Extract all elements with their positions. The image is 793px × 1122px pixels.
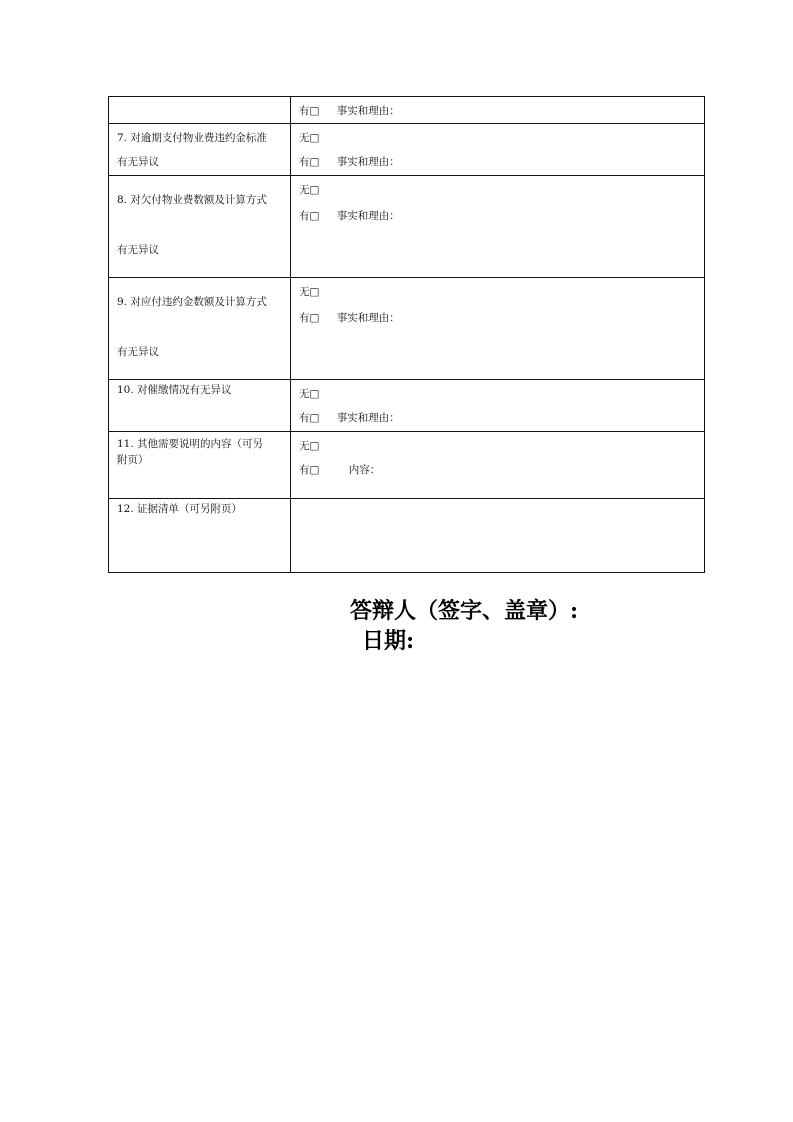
row-label-cell (109, 176, 291, 278)
row-label: 7. 对逾期支付物业费违约金标准 (117, 132, 267, 144)
option-no-line (299, 437, 698, 455)
reason-label: 事实和理由： (336, 412, 400, 424)
reason-label: 事实和理由： (336, 210, 400, 222)
signature-block (350, 596, 578, 656)
form-row-7 (109, 124, 705, 176)
checkbox-yes[interactable]: 有□ (299, 156, 320, 168)
option-yes-line (299, 153, 698, 171)
form-row-11 (109, 432, 705, 499)
row-label-cell (109, 124, 291, 176)
row-answer-cell (291, 124, 705, 176)
checkbox-no[interactable]: 无□ (299, 132, 320, 144)
row-label: 9. 对应付违约金数额及计算方式 (117, 296, 267, 308)
row-answer-cell (291, 176, 705, 278)
row-label-cell (109, 432, 291, 499)
row-answer-cell (291, 97, 705, 124)
row-answer-cell (291, 278, 705, 380)
row-label-suffix: 有无异议 (117, 346, 159, 358)
form-row-9 (109, 278, 705, 380)
option-yes-line (299, 409, 698, 427)
checkbox-yes[interactable]: 有□ (299, 105, 320, 117)
form-row-8 (109, 176, 705, 278)
form-row-12 (109, 499, 705, 573)
checkbox-yes[interactable]: 有□ (299, 210, 320, 222)
checkbox-no[interactable]: 无□ (299, 388, 320, 400)
checkbox-no[interactable]: 无□ (299, 286, 320, 298)
option-yes-line (299, 207, 698, 225)
option-no-line (299, 181, 698, 199)
row-answer-cell (291, 380, 705, 432)
form-row-continuation (109, 97, 705, 124)
row-label-cell (109, 380, 291, 432)
checkbox-yes[interactable]: 有□ (299, 412, 320, 424)
form-row-10 (109, 380, 705, 432)
row-label-cell (109, 278, 291, 380)
date-label: 日期: (362, 628, 415, 654)
reason-label: 事实和理由： (336, 312, 400, 324)
response-form-table (108, 96, 705, 573)
option-yes-line (299, 102, 698, 120)
reason-label: 事实和理由： (336, 105, 400, 117)
checkbox-yes[interactable]: 有□ (299, 312, 320, 324)
row-label-cell (109, 97, 291, 124)
row-answer-cell[interactable] (291, 499, 705, 573)
content-label: 内容： (348, 464, 381, 476)
row-label: 10. 对催缴情况有无异议 (117, 384, 232, 396)
checkbox-no[interactable]: 无□ (299, 184, 320, 196)
row-label-cell (109, 499, 291, 573)
checkbox-no[interactable]: 无□ (299, 440, 320, 452)
option-yes-line (299, 461, 698, 479)
row-label-suffix: 有无异议 (117, 156, 159, 168)
row-label: 11. 其他需要说明的内容（可另附页） (117, 438, 264, 466)
row-label: 8. 对欠付物业费数额及计算方式 (117, 194, 267, 206)
row-label: 12. 证据清单（可另附页） (117, 503, 243, 515)
respondent-signature-label: 答辩人（签字、盖章）: (350, 598, 579, 624)
reason-label: 事实和理由： (336, 156, 400, 168)
row-label-suffix: 有无异议 (117, 244, 159, 256)
checkbox-yes[interactable]: 有□ (299, 464, 320, 476)
option-no-line (299, 283, 698, 301)
option-no-line (299, 129, 698, 147)
row-answer-cell (291, 432, 705, 499)
option-yes-line (299, 309, 698, 327)
option-no-line (299, 385, 698, 403)
